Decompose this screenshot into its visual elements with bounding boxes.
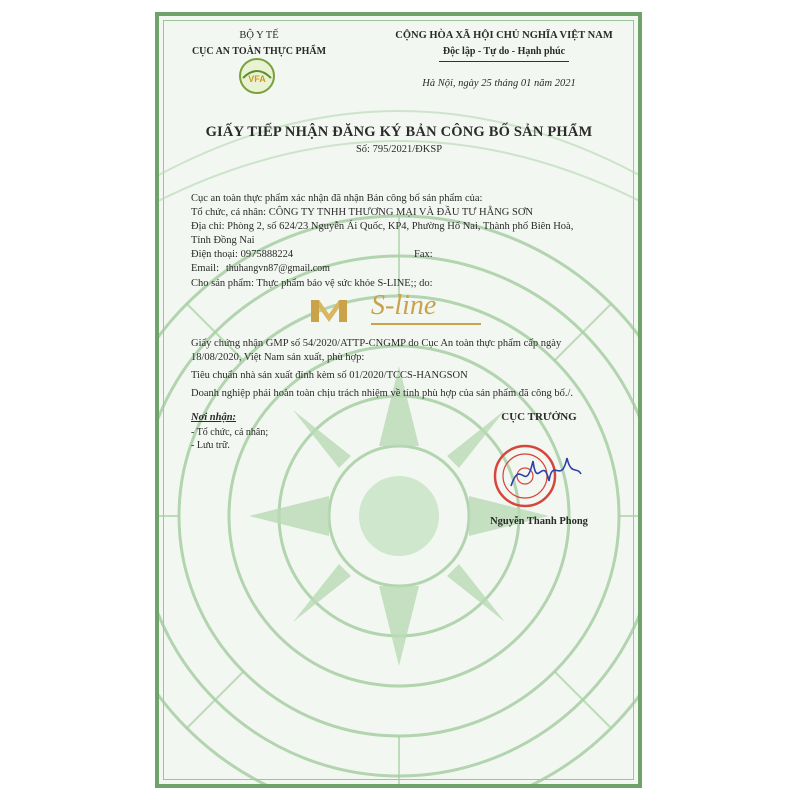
agency-name: CỤC AN TOÀN THỰC PHẨM	[191, 46, 327, 57]
document-number: Số: 795/2021/ĐKSP	[355, 144, 443, 155]
recipients-title: Nơi nhận:	[191, 412, 237, 423]
recipient-item: - Lưu trữ.	[191, 440, 230, 451]
standard-line: Tiêu chuẩn nhà sản xuất đính kèm số 01/2020/TCCS-HANGSON	[191, 370, 468, 381]
logo-wordmark: S-line	[371, 290, 437, 321]
product-line: Cho sản phẩm: Thực phẩm bảo vệ sức khỏe S-LINE;; do:	[191, 278, 433, 289]
signer-name: Nguyễn Thanh Phong	[490, 516, 588, 527]
issue-date: Hà Nội, ngày 25 tháng 01 năm 2021	[422, 78, 576, 89]
s-line-logo	[309, 292, 539, 332]
intro-text: Cục an toàn thực phẩm xác nhận đã nhận Bản công bố sản phẩm của:	[191, 193, 483, 204]
address-line-2: Tỉnh Đồng Nai	[191, 235, 255, 246]
signer-position: CỤC TRƯỞNG	[501, 411, 577, 423]
logo-underline	[371, 323, 481, 325]
certificate-page	[155, 12, 642, 788]
emblem-text: VFA	[248, 74, 266, 84]
ministry-name: BỘ Y TẾ	[239, 30, 279, 41]
fax-line: Fax:	[414, 249, 433, 260]
email-label: Email:	[191, 263, 219, 274]
email-value: thuhangvn87@gmail.com	[226, 263, 330, 274]
motto-underline	[439, 61, 569, 62]
gmp-line-2: 18/08/2020, Việt Nam sản xuất, phù hợp:	[191, 352, 365, 363]
recipient-item: - Tổ chức, cá nhân;	[191, 427, 269, 438]
phone-line: Điện thoại: 0975888224	[191, 249, 294, 260]
country-name: CỘNG HÒA XÃ HỘI CHỦ NGHĨA VIỆT NAM	[395, 30, 613, 41]
organization-line: Tổ chức, cá nhân: CÔNG TY TNHH THƯƠNG MẠI VÀ ĐẦU TƯ HẰNG SƠN	[191, 207, 534, 218]
national-motto: Độc lập - Tự do - Hạnh phúc	[442, 46, 566, 57]
official-seal-icon	[491, 436, 587, 514]
gmp-line-1: Giấy chứng nhận GMP số 54/2020/ATTP-CNGMP do Cục An toàn thực phẩm cấp ngày	[191, 338, 562, 349]
responsibility-line: Doanh nghiệp phải hoàn toàn chịu trách nhiệm về tính phù hợp của sản phẩm đã công bố./.	[191, 388, 573, 399]
vfa-emblem-icon	[237, 56, 277, 96]
brand-mark-icon	[309, 296, 349, 326]
address-line-1: Địa chỉ: Phòng 2, số 624/23 Nguyễn Ái Quốc, KP4, Phường Hố Nai, Thành phố Biên Hoà,	[191, 221, 574, 232]
document-title: GIẤY TIẾP NHẬN ĐĂNG KÝ BẢN CÔNG BỐ SẢN PHẨM	[205, 124, 593, 140]
